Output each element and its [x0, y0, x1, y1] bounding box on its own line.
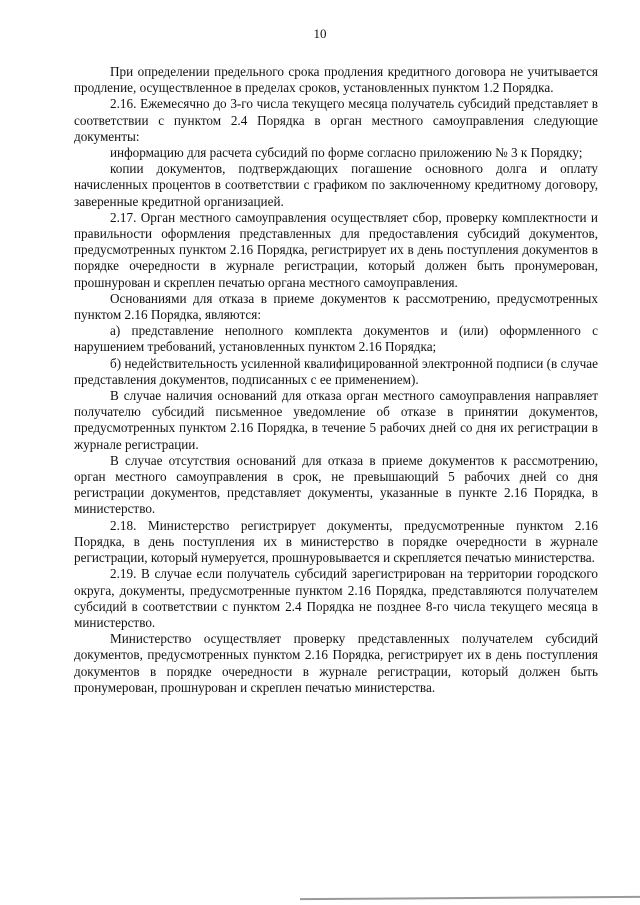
paragraph: а) представление неполного комплекта документов и (или) оформленного с нарушением требований, установленных пунктом 2.16 Порядка;	[74, 323, 598, 355]
paragraph: б) недействительность усиленной квалифицированной электронной подписи (в случае представления документов, подписанных с ее применением).	[74, 355, 598, 387]
paragraph: При определении предельного срока продления кредитного договора не учитывается продление, осуществленное в пределах сроков, установленных пунктом 1.2 Порядка.	[74, 64, 598, 96]
paragraph: 2.16. Ежемесячно до 3-го числа текущего месяца получатель субсидий представляет в соответствии с пунктом 2.4 Порядка в орган местного самоуправления следующие документы:	[74, 96, 598, 144]
paragraph: информацию для расчета субсидий по форме согласно приложению № 3 к Порядку;	[110, 145, 583, 161]
paragraph: Основаниями для отказа в приеме документов к рассмотрению, предусмотренных пунктом 2.16 Порядка, являются:	[74, 290, 598, 323]
paragraph: 2.17. Орган местного самоуправления осуществляет сбор, проверку комплектности и правильности оформления представленных для предоставления субсидий документов, предусмотренных пунктом 2.16 Порядка, регистрирует их в день поступления документов в порядке очередности в журнале регистрации, который должен быть пронумерован, прошнурован и скреплен печатью органа местного самоуправления.	[74, 209, 598, 290]
paragraph: В случае отсутствия оснований для отказа в приеме документов к рассмотрению, орган местного самоуправления в срок, не превышающий 5 рабочих дней со дня регистрации документов, представляет документы, указанные в пункте 2.16 Порядка, в министерство.	[74, 452, 598, 517]
paragraph: 2.18. Министерство регистрирует документы, предусмотренные пунктом 2.16 Порядка, в день поступления их в министерство в порядке очередности в журнале регистрации, который нумеруется, прошнуровывается и скрепляется печатью министерства.	[74, 517, 598, 566]
scan-edge-line	[300, 896, 640, 900]
paragraph: Министерство осуществляет проверку представленных получателем субсидий документов, предусмотренных пунктом 2.16 Порядка, регистрирует их в день поступления документов в порядке очередности в журнале регистрации, который должен быть пронумерован, прошнурован и скреплен печатью министерства.	[74, 631, 598, 695]
paragraph: 2.19. В случае если получатель субсидий зарегистрирован на территории городского округа, документы, предусмотренные пунктом 2.16 Порядка, представляются получателем субсидий в соответствии с пунктом 2.4 Порядка не позднее 8-го числа текущего месяца в министерство.	[74, 566, 598, 630]
paragraph: В случае наличия оснований для отказа орган местного самоуправления направляет получателю субсидий письменное уведомление об отказе в принятии документов, предусмотренных пунктом 2.16 Порядка, в течение 5 рабочих дней со дня их регистрации в журнале регистрации.	[74, 388, 598, 452]
page-number: 10	[313, 26, 327, 41]
paragraph: копии документов, подтверждающих погашение основного долга и оплату начисленных процентов в соответствии с графиком по заключенному кредитному договору, заверенные кредитной организацией.	[74, 161, 598, 209]
document-body	[74, 64, 598, 696]
